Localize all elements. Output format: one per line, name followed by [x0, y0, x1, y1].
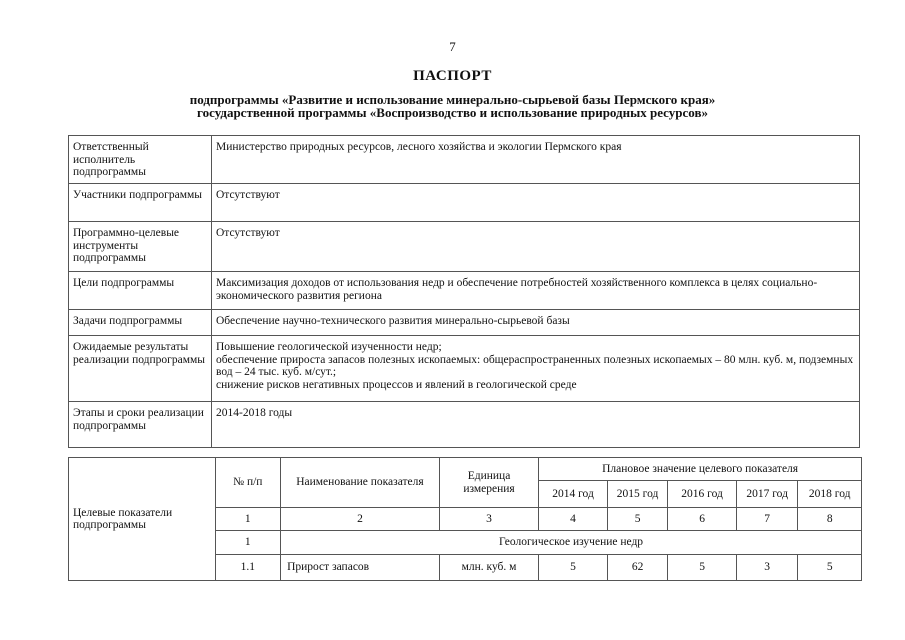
passport-row-stages [69, 402, 860, 448]
document-subtitle-line2: государственной программы «Воспроизводство и использование природных ресурсов» [197, 105, 708, 120]
row-value-2015: 62 [607, 555, 667, 581]
index-cell: 5 [607, 508, 667, 531]
row-name: Прирост запасов [281, 555, 440, 581]
row-value-2017: 3 [736, 555, 797, 581]
document-subtitle-line1: подпрограммы «Развитие и использование минерально-сырьевой базы Пермского края» [189, 92, 716, 107]
section-num: 1 [215, 531, 281, 555]
targets-header-row [69, 458, 862, 481]
passport-label: Этапы и сроки реализации подпрограммы [69, 402, 212, 448]
passport-label: Задачи подпрограммы [69, 310, 212, 336]
passport-label: Ответственный исполнитель подпрограммы [69, 136, 212, 184]
index-cell: 2 [281, 508, 440, 531]
document-title: ПАСПОРТ [413, 68, 492, 84]
passport-row-tasks [69, 310, 860, 336]
passport-row-participants [69, 184, 860, 222]
index-cell: 6 [668, 508, 737, 531]
section-title: Геологическое изучение недр [281, 531, 862, 555]
col-header-num: № п/п [215, 458, 281, 508]
page-number: 7 [449, 39, 456, 54]
index-cell: 1 [215, 508, 281, 531]
year-header: 2018 год [798, 481, 862, 508]
passport-value: Максимизация доходов от использования недр и обеспечение потребностей хозяйственного комплекса в целях социально-экономического развития региона [212, 272, 860, 310]
passport-label: Участники подпрограммы [69, 184, 212, 222]
passport-value: Министерство природных ресурсов, лесного хозяйства и экологии Пермского края [212, 136, 860, 184]
passport-row-instruments [69, 222, 860, 272]
row-num: 1.1 [215, 555, 281, 581]
passport-value: Отсутствуют [212, 222, 860, 272]
year-header: 2016 год [668, 481, 737, 508]
target-indicators-table [68, 457, 862, 581]
row-value-2014: 5 [539, 555, 608, 581]
passport-label: Ожидаемые результаты реализации подпрограммы [69, 336, 212, 402]
passport-row-results [69, 336, 860, 402]
passport-value: Отсутствуют [212, 184, 860, 222]
row-unit: млн. куб. м [439, 555, 538, 581]
passport-value: Обеспечение научно-технического развития минерально-сырьевой базы [212, 310, 860, 336]
col-header-plan: Плановое значение целевого показателя [539, 458, 862, 481]
passport-table [68, 135, 860, 448]
year-header: 2014 год [539, 481, 608, 508]
row-value-2016: 5 [668, 555, 737, 581]
row-value-2018: 5 [798, 555, 862, 581]
passport-row-responsible [69, 136, 860, 184]
index-cell: 4 [539, 508, 608, 531]
passport-value: 2014-2018 годы [212, 402, 860, 448]
passport-value: Повышение геологической изученности недр; обеспечение прироста запасов полезных ископаемых: общераспространенных полезных ископаемых – 80 млн. куб. м, подземных вод – 24 тыс. куб. м/сут.; снижение рисков негативных процессов и явлений в геологической среде [212, 336, 860, 402]
passport-label: Цели подпрограммы [69, 272, 212, 310]
index-cell: 7 [736, 508, 797, 531]
targets-side-label: Целевые показатели подпрограммы [69, 458, 216, 581]
index-cell: 8 [798, 508, 862, 531]
index-cell: 3 [439, 508, 538, 531]
col-header-name: Наименование показателя [281, 458, 440, 508]
passport-row-goals [69, 272, 860, 310]
col-header-unit: Единица измерения [439, 458, 538, 508]
passport-label: Программно-целевые инструменты подпрограммы [69, 222, 212, 272]
year-header: 2017 год [736, 481, 797, 508]
year-header: 2015 год [607, 481, 667, 508]
